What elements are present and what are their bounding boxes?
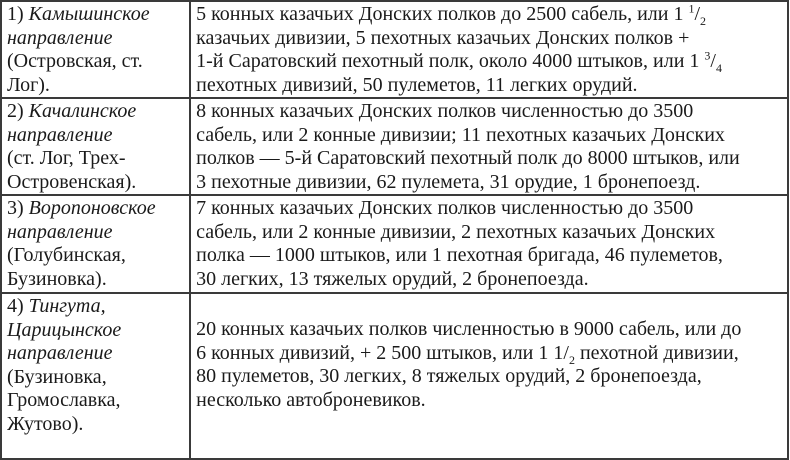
locations: Жутово). [7,412,84,435]
direction-name: направление [7,26,113,49]
forces-line: сабель, или 2 конные дивизии, 2 пехотных казачьих Донских [196,220,716,243]
forces-line: сабель, или 2 конные дивизии; 11 пехотных казачьих Донских [196,123,725,146]
forces-text: пехотной дивизии, [574,341,739,364]
fraction-slash: / [710,50,716,72]
forces-line: полка — 1000 штыков, или 1 пехотная бригада, 46 пулеметов, [196,244,723,266]
direction-line [7,100,184,124]
direction-name: Тингута, [28,295,106,317]
forces-line [196,3,782,27]
forces-line: 80 пулеметов, 30 легких, 8 тяжелых орудий, 2 бронепоезда, [196,365,702,387]
forces-line: 20 конных казачьих полков численностью в 9000 сабель, или до [196,318,742,340]
direction-cell [1,1,190,98]
locations: Лог). [7,73,50,96]
direction-name: направление [7,220,113,243]
direction-line [7,197,184,221]
locations: (Островская, ст. [7,50,143,72]
forces-cell [190,195,788,293]
forces-line: пехотных дивизий, 50 пулеметов, 11 легких орудий. [196,73,638,96]
fraction-numerator: 3 [704,48,711,63]
direction-name: Царицынское [7,318,122,341]
direction-name: Камышинское [28,3,150,25]
direction-name: направление [7,342,113,364]
row-number: 2) [7,100,24,122]
direction-name: Качалинское [28,100,137,122]
forces-line: несколько автоброневиков. [196,388,426,411]
row-number: 3) [7,197,24,219]
row-number: 1) [7,3,24,25]
locations: Островенская). [7,170,137,193]
forces-line: 7 конных казачьих Донских полков численностью до 3500 [196,197,694,219]
direction-cell [1,195,190,293]
fraction-denominator: 2 [568,352,575,367]
forces-line: 3 пехотные дивизии, 62 пулемета, 31 орудие, 1 бронепоезд. [196,170,701,193]
forces-cell [190,293,788,459]
row-number: 4) [7,295,24,317]
direction-line [7,295,184,319]
direction-name: Воропоновское [28,197,156,219]
fraction-numerator: 1 [688,1,695,16]
forces-line [196,342,782,366]
forces-cell [190,1,788,98]
locations: (ст. Лог, Трех- [7,147,126,169]
fraction-slash: / [694,3,701,25]
forces-line: 8 конных казачьих Донских полков численностью до 3500 [196,100,694,122]
table-row [1,195,788,293]
locations: Бузиновка). [7,267,107,290]
fraction-denominator: 2 [700,14,707,28]
table-row [1,293,788,459]
forces-text: 6 конных дивизий, + 2 500 штыков, или 1 1/ [196,341,569,364]
forces-cell [190,98,788,195]
forces-line: казачьих дивизии, 5 пехотных казачьих Донских полков + [196,26,690,49]
forces-text: 5 конных казачьих Донских полков до 2500 сабель, или 1 [196,3,689,25]
direction-name: направление [7,123,113,146]
locations: (Голубинская, [7,244,126,266]
table-row [1,1,788,98]
forces-text: 1-й Саратовский пехотный полк, около 4000 штыков, или 1 [196,50,705,72]
locations: Громославка, [7,389,121,411]
direction-line [7,3,184,27]
forces-line: полков — 5-й Саратовский пехотный полк до 8000 штыков, или [196,147,740,169]
table-row [1,98,788,195]
forces-line: 30 легких, 13 тяжелых орудий, 2 бронепоезда. [196,267,589,290]
forces-line [196,50,782,74]
locations: (Бузиновка, [7,365,107,388]
direction-cell [1,293,190,459]
direction-cell [1,98,190,195]
fraction-denominator: 4 [715,61,722,75]
